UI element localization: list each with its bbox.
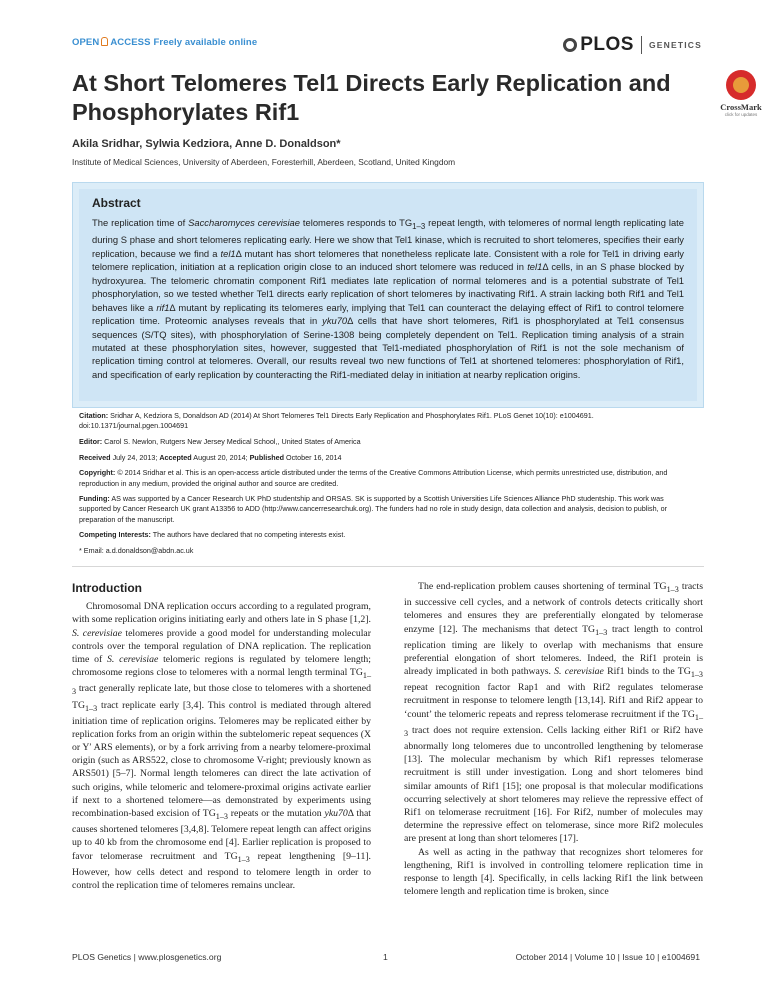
body-fragment: Δ that causes shortened telomeres [3,4,8]. Telomere repeat length can affect origins up to 40 kb from the chromosome end [4]. Earlier replication is proposed to favor telomerase recruitment and TG [72, 808, 372, 862]
body-species: S. cerevisiae [107, 654, 159, 666]
body-subscript: 1–3 [72, 671, 371, 697]
citation-text[interactable]: Sridhar A, Kedziora S, Donaldson AD (2014) At Short Telomeres Tel1 Directs Early Replication and Phosphorylates Rif1. PLoS Genet 10(10): e1004691. doi:10.1371/journal.pgen.1004691 [79, 411, 594, 431]
published-date: October 16, 2014 [284, 452, 342, 462]
journal-name: GENETICS [648, 40, 702, 50]
abstract-species: Saccharomyces cerevisiae [188, 217, 300, 228]
abstract-gene: tel1 [527, 261, 543, 273]
body-fragment: telomeres provide a good model for understanding molecular controls over the temporal regulation of DNA replication. The replication time of [72, 627, 371, 666]
body-fragment: tract does not require extension. Cells lacking either Rif1 or Rif2 have abnormally long telomeres due to uncontrolled lengthening by telomerase [13]. The molecular mechanism by which Rif1 represses telomerase recruitment is still under investigation. Long and short telomeres bind similar amounts of Rif1 [15]; one proposal is that molecular modifications occurring selectively at short telomeres may relieve the repressive effect of Rif1 on telomerase recruitment [16]. For Rif2, number of molecules may determine the repressive effect on telomerase, since more Rif2 molecules are present at long than short telomeres [17]. [404, 724, 703, 845]
open-access-banner[interactable] [72, 37, 257, 48]
footer-journal-site[interactable]: PLOS Genetics | www.plosgenetics.org [72, 952, 222, 962]
body-subscript: 1–3 [595, 627, 608, 637]
funding-label: Funding: [79, 494, 110, 504]
abstract-fragment: repeat length, with telomeres of normal length replicating late during S phase and short telomeres replicating early. Here we show that Tel1 kinase, which is recruited to short telomeres, specifies their early replication, because we find a [92, 217, 684, 259]
editor-text: Carol S. Newlon, Rutgers New Jersey Medical School,, United States of America [102, 436, 361, 446]
copyright-text: © 2014 Sridhar et al. This is an open-access article distributed under the terms of the Creative Commons Attribution License, which permits unrestricted use, distribution, and reproduction in any medium, provided the original author and source are credited. [79, 468, 668, 488]
abstract-fragment: Δ cells, in an S phase blocked by hydroxyurea. The telomeric chromatin component Rif1 mediates late replication of normal telomeres and is a potential substrate of Tel1 phosphorylation, so we tested whether Tel1 directs early replication of short telomeres by inactivating Rif1. A strain lacking both Rif1 and Tel1 behaves like a [92, 261, 684, 313]
body-fragment: tract generally replicate late, but those close to telomeres with a shortened TG [72, 683, 371, 711]
body-subscript: 1–3 [404, 712, 703, 738]
editor [79, 437, 697, 447]
accepted-label: Accepted [159, 452, 192, 462]
competing-label: Competing Interests: [79, 530, 151, 540]
page-number: 1 [383, 952, 388, 962]
citation [79, 411, 697, 431]
intro-paragraph-3: As well as acting in the pathway that recognizes short telomeres for lengthening, Rif1 is involved in controlling telomere replication time in response to length [4]. Specifically, in cells lacking Rif1 the link between telomere length and replication time is broken, since [404, 846, 703, 898]
editor-label: Editor: [79, 436, 103, 446]
footer-issue-info: October 2014 | Volume 10 | Issue 10 | e1004691 [515, 952, 700, 962]
abstract-fragment: The replication time of [92, 217, 189, 228]
article-metadata [79, 411, 697, 562]
body-fragment: The end-replication problem causes shortening of terminal TG [418, 581, 667, 592]
body-fragment: tract length to control replication timing are likely to overlap with mechanisms that ensure preferential elongation of short telomeres. Indeed, the Rif1 protein is already implicated in both pathways. [404, 623, 703, 678]
body-fragment: Rif1 binds to the TG [603, 666, 691, 678]
contact-email[interactable]: * Email: a.d.donaldson@abdn.ac.uk [79, 546, 194, 556]
plos-wordmark: PLOS [580, 34, 634, 55]
logo-divider [641, 36, 642, 54]
author-list: Akila Sridhar, Sylwia Kedziora, Anne D. Donaldson* [72, 138, 341, 150]
abstract-gene: tel1 [220, 247, 236, 259]
introduction-heading: Introduction [72, 581, 142, 595]
body-column-left [72, 577, 371, 892]
body-fragment: telomeric regions is regulated by telomere length; chromosome regions close to telomeres with a normal length terminal TG [72, 654, 372, 679]
received-label: Received [79, 452, 111, 462]
accepted-date: August 20, 2014; [191, 452, 250, 462]
body-subscript: 1–3 [85, 703, 98, 713]
section-divider [72, 566, 704, 567]
abstract-gene: rif1 [156, 301, 170, 313]
abstract-fragment: Δ mutant by replicating its telomeres early, implying that Tel1 can counteract the delaying effect of Rif1 to control telomere replication time. Proteomic analyses reveals that in [92, 301, 684, 327]
journal-header-bar [72, 34, 702, 56]
abstract-gene: yku70 [322, 315, 348, 327]
abstract-fragment: telomeres responds to TG [299, 217, 413, 228]
affiliation: Institute of Medical Sciences, University of Aberdeen, Foresterhill, Aberdeen, Scotland, United Kingdom [72, 157, 456, 167]
open-label: OPEN [72, 37, 100, 48]
intro-paragraph-1 [72, 600, 371, 892]
article-title: At Short Telomeres Tel1 Directs Early Replication and Phosphorylates Rif1 [72, 70, 671, 125]
freely-available-label: Freely available online [153, 37, 258, 48]
body-column-right [404, 580, 703, 898]
abstract-text [92, 216, 684, 381]
abstract-box [72, 182, 704, 408]
plos-logo [563, 34, 634, 56]
crossmark-badge[interactable] [712, 70, 770, 117]
competing-interests [79, 530, 697, 540]
plos-genetics-logo[interactable] [563, 34, 702, 56]
access-label: ACCESS [110, 37, 151, 48]
body-fragment: repeat recognition factor Rap1 and with Rif2 regulates telomerase recruitment in response to telomere length [13,14]. Rif1 and Rif2 appear to ‘count’ the telomeric repeats and repress telomerase recruitment if the TG [404, 682, 703, 720]
body-fragment: tract replicate early [3,4]. This control is mediated through altered initiation time of replication origins. Telomeres may be replicated either by replication forks from an origin within the subtelomeric repeat sequences (X or Y′ ARS elements), or by a fork arriving from a nearby telomere-proximal origin (such as ARS522, close to chromosome V-right; previously known as ARS501) [5–7]. Normal length telomeres can direct the late activation of such origins, while telomeric and telomere-proximal origins activate earlier if next to a shortened telomere—as demonstrated by experiments using recombination-based excision of TG [72, 699, 371, 820]
intro-paragraph-2 [404, 580, 703, 846]
published-label: Published [249, 452, 284, 462]
page-footer [72, 952, 700, 966]
body-species: S. cerevisiae [554, 666, 604, 678]
body-fragment: Chromosomal DNA replication occurs according to a regulated program, with some replication origins initiating early and others late in S phase [1,2]. [72, 601, 371, 626]
abstract-heading: Abstract [92, 196, 141, 210]
body-species: S. cerevisiae [72, 627, 122, 639]
abstract-fragment: Δ cells that have short telomeres, Rif1 is phosphorylated at Tel1 consensus sequences (S/TQ sites), with phosphorylation of Serine-1308 being completely dependent on Tel1. Replication timing analysis of a strain mutated at these phosphorylation sites, however, suggested that Tel1-mediated phosphorylation of Rif1 is not the sole mechanism of replication timing control at telomeres. Overall, our results reveal two new functions of Tel1 at shortened telomeres: phosphorylation of Rif1, and specification of early replication by counteracting the Rif1-mediated delay in initiation at nearby replication origins. [92, 315, 684, 380]
plos-gear-icon [563, 38, 577, 52]
copyright-label: Copyright: [79, 468, 116, 478]
competing-text: The authors have declared that no competing interests exist. [150, 530, 346, 540]
crossmark-sublabel: click for updates [724, 112, 758, 117]
body-subscript: 1–3 [690, 670, 703, 680]
crossmark-label: CrossMark [720, 102, 762, 112]
open-access-lock-icon [101, 37, 108, 46]
body-subscript: 1–3 [666, 584, 679, 594]
dates [79, 453, 697, 463]
body-fragment: repeats or the mutation [227, 808, 325, 820]
received-date: July 24, 2013; [110, 452, 160, 462]
abstract-subscript: 1–3 [412, 221, 426, 231]
crossmark-icon [726, 70, 756, 100]
funding-text: AS was supported by a Cancer Research UK PhD studentship and ORSAS. SK is supported by a Scottish Universities Life Sciences Alliance PhD studentship. This work was supported by Cancer Research UK grant A13356 to ADD (http://www.cancerresearchuk.org). The funders had no role in study design, data collection and analysis, decision to publish, or preparation of the manuscript. [79, 494, 667, 524]
funding [79, 494, 697, 525]
abstract-fragment: Δ mutant has short telomeres that nonetheless replicate late. Consistent with a role for Tel1 in driving early telomere replication, initiation at a replication origin close to an induced short telomere was reduced in [92, 247, 684, 273]
body-subscript: 1–3 [237, 854, 250, 864]
body-gene: yku70 [324, 808, 348, 820]
body-fragment: repeat lengthening [9–11]. However, how cells detect and respond to telomere length in order to control the replication time of telomeres remains unclear. [72, 850, 371, 891]
body-fragment: tracts in successive cell cycles, and a network of controls detects critically short telomeres and ensures they are preferentially elongated by telomerase enzyme [12]. The mechanisms that detect TG [404, 581, 703, 635]
citation-label: Citation: [79, 411, 109, 420]
copyright [79, 468, 697, 488]
body-subscript: 1–3 [215, 812, 228, 821]
abstract-panel [79, 189, 697, 401]
